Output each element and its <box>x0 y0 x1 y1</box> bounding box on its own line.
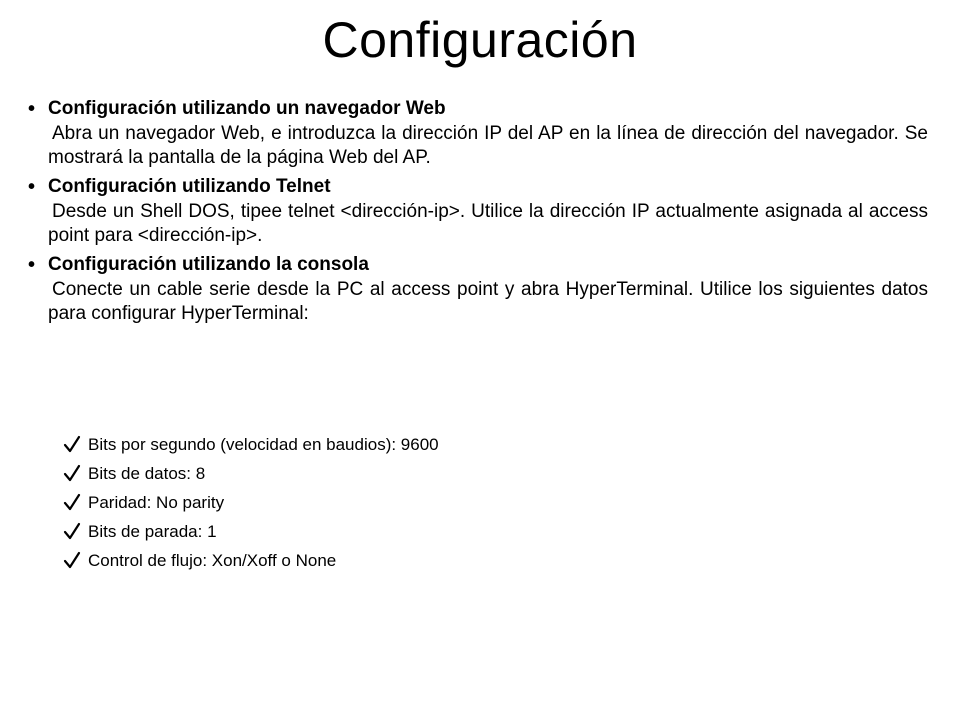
checkmark-icon <box>62 459 82 488</box>
bullet-heading <box>28 96 928 122</box>
bullet-heading <box>28 252 928 278</box>
section-web-browser <box>28 96 928 170</box>
hyperterminal-settings-list <box>62 430 762 575</box>
checkmark-icon <box>62 546 82 575</box>
bullet-heading <box>28 174 928 200</box>
bullet-icon: • <box>28 254 36 276</box>
list-item <box>62 517 762 546</box>
section-heading: Configuración utilizando Telnet <box>48 176 331 197</box>
slide-body <box>28 96 928 330</box>
slide-title: Configuración <box>322 12 638 68</box>
list-item <box>62 430 762 459</box>
bullet-icon: • <box>28 176 36 198</box>
list-item <box>62 546 762 575</box>
list-item-text: Control de flujo: Xon/Xoff o None <box>88 551 337 570</box>
section-telnet <box>28 174 928 248</box>
list-item <box>62 459 762 488</box>
section-heading: Configuración utilizando un navegador Web <box>48 98 446 119</box>
checkmark-icon <box>62 517 82 546</box>
list-item-text: Bits de datos: 8 <box>88 464 206 483</box>
section-text: Abra un navegador Web, e introduzca la dirección IP del AP en la línea de dirección del navegador. Se mostrará la pantalla de la página Web del AP. <box>48 123 928 168</box>
bullet-icon: • <box>28 98 36 120</box>
list-item-text: Bits por segundo (velocidad en baudios): 9600 <box>88 435 439 454</box>
list-item-text: Paridad: No parity <box>88 493 225 512</box>
checkmark-icon <box>62 430 82 459</box>
section-console <box>28 252 928 326</box>
checkmark-icon <box>62 488 82 517</box>
section-heading: Configuración utilizando la consola <box>48 254 369 275</box>
section-text: Conecte un cable serie desde la PC al access point y abra HyperTerminal. Utilice los siguientes datos para configurar HyperTerminal: <box>48 279 928 324</box>
section-text: Desde un Shell DOS, tipee telnet <dirección-ip>. Utilice la dirección IP actualmente asignada al access point para <dirección-ip>. <box>48 201 928 246</box>
list-item-text: Bits de parada: 1 <box>88 522 217 541</box>
list-item <box>62 488 762 517</box>
